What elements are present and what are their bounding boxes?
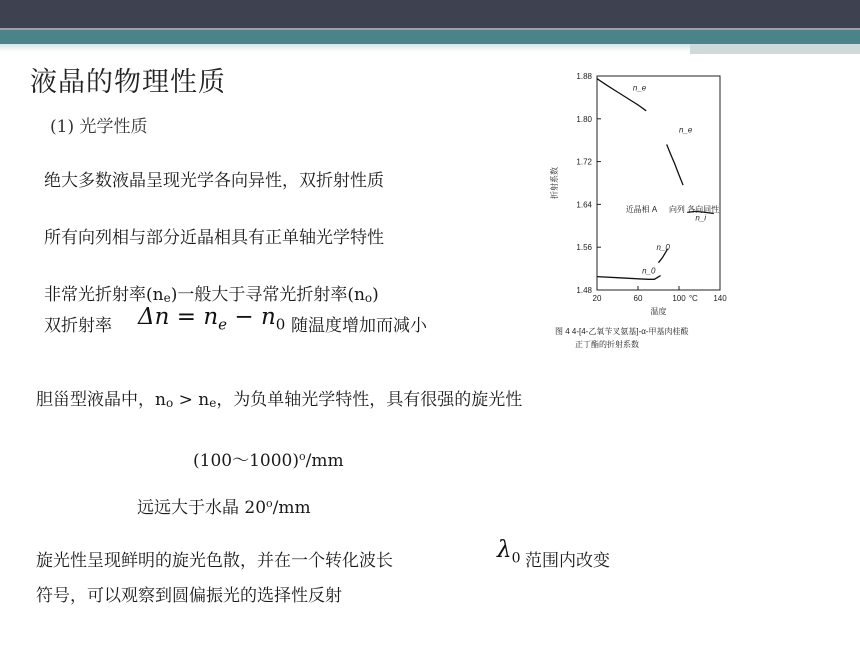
formula-sub-0: 0 — [275, 315, 286, 334]
refractive-index-chart — [545, 68, 760, 348]
text-part: /mm — [305, 451, 344, 471]
formula-n2: n — [260, 304, 276, 330]
text-part: ) — [372, 285, 379, 305]
x-tick-label: 60 — [633, 294, 643, 303]
formula-minus: − — [234, 304, 254, 330]
ne-label: n_e — [632, 83, 647, 93]
text-line-refractive-index — [44, 280, 379, 305]
text-part: 胆甾型液晶中，n — [36, 390, 166, 410]
text-part: (100～1000) — [193, 451, 299, 471]
superscript: o — [266, 497, 273, 510]
ne-label-2: n_e — [679, 125, 693, 135]
y-tick-label: 1.48 — [576, 286, 592, 295]
lambda-symbol — [497, 537, 521, 567]
no-label: n_0 — [642, 266, 656, 276]
birefringence-tail: 随温度增加而减小 — [291, 316, 427, 336]
birefringence-label: 双折射率 — [44, 316, 112, 336]
y-axis-label: 折射系数 — [550, 167, 559, 199]
subscript: o — [364, 291, 373, 305]
subscript: e — [209, 396, 217, 410]
formula-equals: = — [176, 304, 197, 330]
formula-delta-n: Δn — [138, 304, 170, 330]
chart-caption-1: 图 4 4-[4-乙氧苄叉氨基]-α-甲基肉桂酸 — [555, 327, 689, 336]
series-line-2 — [667, 145, 683, 186]
text-part: ，为负单轴光学特性，具有很强的旋光性 — [216, 390, 523, 410]
chart-caption-2: 正丁酯的折射系数 — [575, 340, 639, 348]
x-axis-label: 温度 — [650, 307, 667, 316]
text-part: 远远大于水晶 20 — [137, 498, 267, 518]
text-part: > n — [173, 390, 210, 410]
formula-n: n — [203, 304, 219, 330]
subscript: o — [165, 396, 174, 410]
x-tick-label: 20 — [592, 294, 602, 303]
text-line-quartz-compare — [137, 493, 311, 518]
slide-title: 液晶的物理性质 — [30, 67, 226, 98]
text-line-rotation-range — [193, 446, 344, 471]
text-line-positive-uniaxial: 所有向列相与部分近晶相具有正单轴光学特性 — [44, 228, 384, 248]
text-part: )一般大于寻常光折射率(n — [170, 285, 365, 305]
slide-top-bar — [0, 0, 860, 28]
y-tick-label: 1.80 — [576, 114, 592, 124]
slide-accent-tab — [690, 44, 860, 54]
isotropic-label: 各向同性 — [687, 204, 720, 214]
text-line-anisotropy: 绝大多数液晶呈现光学各向异性，双折射性质 — [44, 171, 384, 191]
superscript: o — [298, 450, 306, 463]
x-tick-label: 100 — [672, 294, 686, 303]
chart-svg — [545, 68, 760, 348]
birefringence-formula — [138, 304, 285, 334]
text-part: 非常光折射率(n — [44, 285, 164, 305]
y-tick-label: 1.72 — [576, 157, 592, 167]
y-tick-label: 1.88 — [576, 72, 592, 81]
section-subtitle: (1) 光学性质 — [50, 117, 148, 137]
chart-frame — [597, 76, 720, 290]
x-tick-label: °C — [688, 294, 698, 303]
x-tick-label: 140 — [713, 294, 727, 303]
slide-accent-bar — [0, 30, 860, 44]
text-line-cholesteric — [36, 385, 522, 410]
no-label-2: n_0 — [656, 242, 670, 252]
text-part: /mm — [272, 498, 311, 518]
phase-label: 近晶相 A — [625, 204, 658, 214]
subscript: e — [163, 291, 171, 305]
text-line-selective-reflection: 符号，可以观察到圆偏振光的选择性反射 — [36, 586, 342, 606]
lambda-sub: 0 — [511, 550, 521, 567]
y-tick-label: 1.64 — [576, 200, 592, 210]
text-line-dispersion: 旋光性呈现鲜明的旋光色散，并在一个转化波长 — [36, 551, 393, 571]
y-tick-label: 1.56 — [576, 243, 592, 253]
series-line-5 — [597, 276, 661, 280]
formula-sub-e: e — [218, 315, 228, 334]
nematic-label: 向列 — [668, 204, 685, 214]
text-line-dispersion-tail: 范围内改变 — [525, 551, 610, 571]
ni-label: n_i — [695, 213, 707, 223]
lambda-char: λ — [497, 537, 512, 563]
